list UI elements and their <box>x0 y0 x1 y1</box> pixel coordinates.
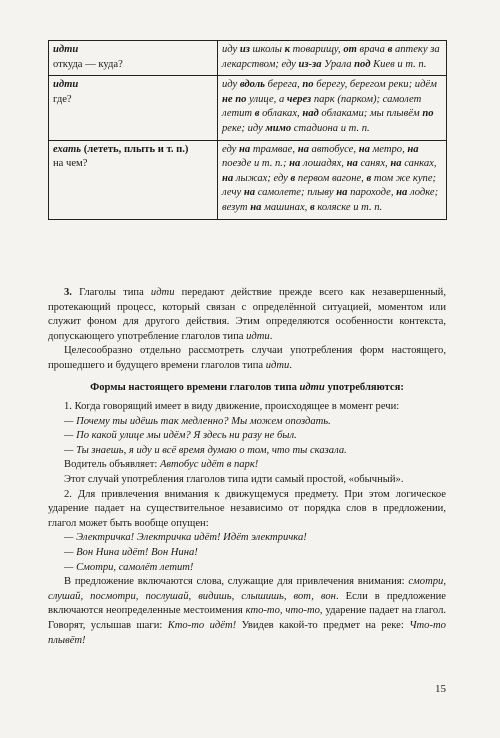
attention-words-paragraph: В предложение включаются слова, служащие для привлечения внимания: смотри, слушай, посмотри, послушай, видишь, слышишь, вот, вон. Если в предложение включаются неопределенные местоимения кто-то, что-то, ударение падает на глагол. Говорят, услышав шаги: Кто-то идёт! Увидев какой-то предмет на реке: Что-то плывёт! <box>48 576 447 646</box>
list-item-1: 1. Когда говорящий имеет в виду движение, происходящее в момент речи: <box>64 401 400 412</box>
section-3-paragraph-2: Целесообразно отдельно рассмотреть случаи употребления форм настоящего, прошедшего и будущего времени глаголов типа идти. <box>48 345 446 371</box>
question-label: где? <box>53 93 72 105</box>
table-cell-examples: иду вдоль берега, по берегу, берегом реки; идём не по улице, а через парк (парком); самолет летит в облаках, над облаками; мы плывём по реке; иду мимо стадиона и т. п. <box>218 76 447 140</box>
table-cell-verb <box>49 140 218 219</box>
table-cell-examples: еду на трамвае, на автобусе, на метро, на поезде и т. п.; на лошадях, на санях, на санках, на лыжах; еду в первом вагоне, в том же купе; лечу на самолете; плыву на пароходе, на лодке; везут на машинах, в коляске и т. п. <box>218 140 447 219</box>
example-line: — Электричка! Электричка идёт! Идёт электричка! <box>64 532 307 544</box>
table-row <box>49 41 447 76</box>
section-3 <box>48 286 446 374</box>
table-cell-examples: иду из школы к товарищу, от врача в аптеку за лекарством; еду из-за Урала под Киев и т. п. <box>218 41 447 76</box>
driver-line: Водитель объявляет: Автобус идёт в парк! <box>64 459 259 471</box>
example-line: — Вон Нина идёт! Вон Нина! <box>64 546 198 558</box>
question-label: откуда — куда? <box>53 58 123 70</box>
section-3-paragraph <box>48 286 446 344</box>
verb-label: ехать <box>53 143 82 155</box>
dialogue-line: — Почему ты идёшь так медленно? Мы можем опоздать. <box>64 415 331 427</box>
verb-usage-table <box>48 40 447 220</box>
table-cell-verb <box>49 41 218 76</box>
page-number: 15 <box>435 683 446 695</box>
example-line: — Смотри, самолёт летит! <box>64 561 194 573</box>
section-heading: Формы настоящего времени глаголов типа идти употребляются: <box>90 382 404 393</box>
usage-list <box>48 400 446 648</box>
simple-case-note: Этот случай употребления глаголов типа идти самый простой, «обычный». <box>64 473 404 485</box>
verb-label: идти <box>53 79 79 91</box>
verb-note: (лететь, плыть и т. п.) <box>83 143 189 155</box>
verb-label: идти <box>53 44 79 55</box>
section-3-text: Глаголы типа идти передают действие прежде всего как незавершенный, протекающий процесс, который связан с определённой ситуацией, моментом или служит фоном для другого действия. Этим определяются особенности контекста, допускающего употребление глаголов типа идти. <box>48 287 446 342</box>
table-row <box>49 76 447 140</box>
question-label: на чем? <box>53 158 88 170</box>
table-row <box>49 140 447 219</box>
list-item-2: 2. Для привлечения внимания к движущемуся предмету. При этом логическое ударение падает на существительное независимо от порядка слов в предложении, глагол может быть вообще опущен: <box>48 488 446 529</box>
section-number: 3. <box>64 287 72 298</box>
table-cell-verb <box>49 76 218 140</box>
dialogue-line: — Ты знаешь, я иду и всё время думаю о том, что ты сказала. <box>64 444 347 456</box>
dialogue-line: — По какой улице мы идём? Я здесь ни разу не был. <box>64 430 297 442</box>
